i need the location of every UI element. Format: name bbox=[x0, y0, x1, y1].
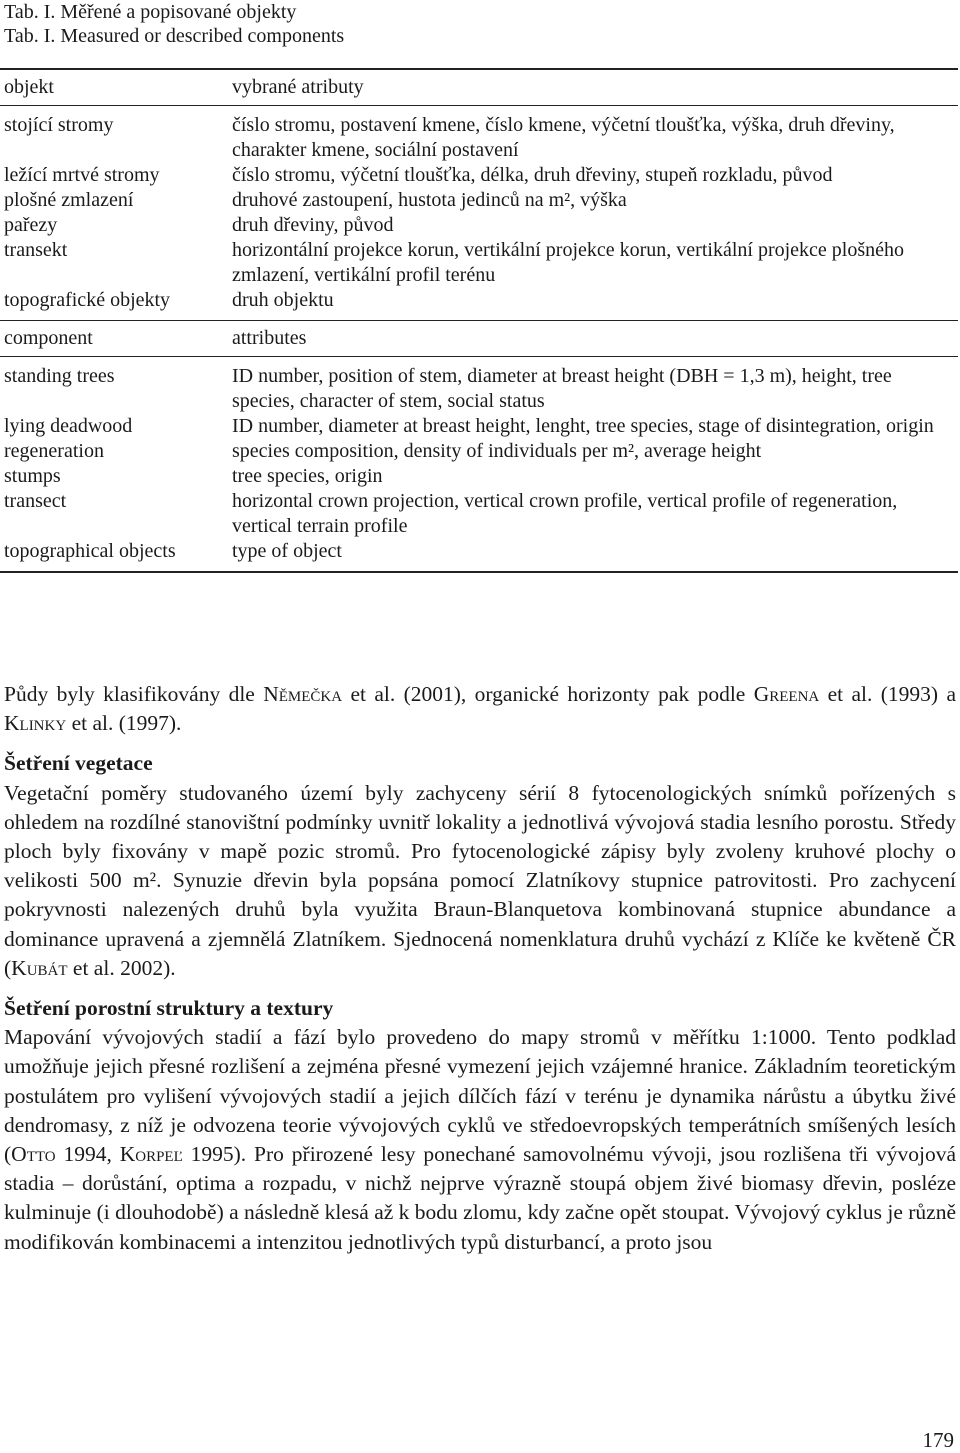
table-caption-en: Tab. I. Measured or described components bbox=[4, 25, 345, 47]
row-label: plošné zmlazení bbox=[4, 189, 134, 211]
row-label: transect bbox=[4, 490, 67, 512]
paragraph-soils bbox=[4, 680, 956, 738]
table-row bbox=[0, 238, 958, 288]
table-row bbox=[0, 464, 958, 489]
row-attributes: druh dřeviny, původ bbox=[232, 214, 394, 236]
row-attributes: druh objektu bbox=[232, 289, 334, 311]
header-component: component bbox=[0, 321, 232, 357]
table-row bbox=[0, 439, 958, 464]
row-attributes: horizontální projekce korun, vertikální projekce korun, vertikální projekce plošného zmlazení, vertikální profil terénu bbox=[232, 239, 905, 286]
row-label: lying deadwood bbox=[4, 415, 133, 437]
components-table bbox=[0, 68, 958, 573]
text-span: Půdy byly klasifikovány dle bbox=[4, 682, 264, 706]
text-span: Mapování vývojových stadií a fází bylo provedeno do mapy stromů v měřítku 1:1000. Tento podklad umožňuje jejich přesné rozlišení a zejména přesné vymezení jejich vzájemné hranice. Základním teoretickým postulátem pro vylišení vývojových stadií a jejich dílčích fází v terénu je dynamika nárůstu a úbytku živé dendromasy, z níž je odvozena teorie vývojových cyklů ve středoevropských temperátních smíšených lesích ( bbox=[4, 1025, 956, 1167]
text-span: 1994, bbox=[55, 1142, 120, 1167]
row-attributes: horizontal crown projection, vertical crown profile, vertical profile of regeneration, vertical terrain profile bbox=[232, 490, 898, 537]
row-attributes: číslo stromu, postavení kmene, číslo kmene, výčetní tloušťka, výška, druh dřeviny, charakter kmene, sociální postavení bbox=[232, 114, 895, 161]
row-label: topographical objects bbox=[0, 539, 232, 572]
row-attributes: číslo stromu, výčetní tloušťka, délka, druh dřeviny, stupeň rozkladu, původ bbox=[232, 164, 833, 186]
paragraph-vegetation bbox=[4, 779, 956, 983]
text-span: et al. 2002). bbox=[67, 955, 176, 980]
table-row bbox=[0, 106, 958, 164]
row-attributes: ID number, diameter at breast height, lenght, tree species, stage of disintegration, origin bbox=[232, 415, 934, 437]
row-label: stumps bbox=[4, 465, 61, 487]
body-text bbox=[4, 680, 956, 1257]
table-row bbox=[0, 213, 958, 238]
text-span: et al. (2001), organické horizonty pak podle bbox=[342, 682, 754, 706]
table-header-cz bbox=[0, 69, 958, 106]
header-attributes-en: attributes bbox=[232, 321, 958, 357]
author-name: Kubát bbox=[11, 955, 68, 980]
text-span: et al. (1993) a bbox=[819, 682, 956, 706]
author-name: Otto bbox=[11, 1142, 56, 1167]
text-span: 1995). Pro přirozené lesy ponechané samovolnému vývoji, jsou rozlišena tři vývojová stadia – dorůstání, optima a rozpadu, v nichž nejprve výrazně stoupá objem živé biomasy dřevin, posléze kulminuje (i dlouhodobě) a následně klesá až k bodu zlomu, kdy začne opět stoupat. Vývojový cyklus je různě modifikován kombinacemi a intenzitou jednotlivých typů disturbancí, a proto jsou bbox=[4, 1142, 956, 1254]
table-row bbox=[0, 489, 958, 539]
row-attributes: type of object bbox=[232, 539, 958, 572]
row-label: regeneration bbox=[4, 440, 104, 462]
row-attributes: druhové zastoupení, hustota jedinců na m², výška bbox=[232, 189, 627, 211]
text-span: et al. (1997). bbox=[66, 711, 182, 736]
header-attributes-cz: vybrané atributy bbox=[232, 69, 958, 106]
table-row bbox=[0, 188, 958, 213]
row-label: standing trees bbox=[4, 365, 115, 387]
author-name: Greena bbox=[753, 682, 820, 706]
author-name: Němečka bbox=[263, 682, 343, 706]
table-row bbox=[0, 414, 958, 439]
author-name: Klinky bbox=[4, 711, 67, 736]
text-span: Vegetační poměry studovaného území byly zachyceny sérií 8 fytocenologických snímků pořízených s ohledem na rozdílné stanovištní podmínky uvnitř lokality a jednotlivá vývojová stadia lesního porostu. Středy ploch byly fixovány v mapě pozic stromů. Pro fytocenologické zápisy byly zvoleny kruhové plochy o velikosti 500 m². Synuzie dřevin byla popsána pomocí Zlatníkovy stupnice patrovitosti. Pro zachycení pokryvnosti nalezených druhů byla využita Braun-Blanquetova kombinovaná stupnice abundance a dominance upravená a zjemnělá Zlatníkem. Sjednocená nomenklatura druhů vychází z Klíče ke květeně ČR ( bbox=[4, 780, 956, 980]
row-attributes: ID number, position of stem, diameter at breast height (DBH = 1,3 m), height, tree species, character of stem, social status bbox=[232, 365, 892, 412]
row-label: ležící mrtvé stromy bbox=[4, 164, 160, 186]
page-number: 179 bbox=[922, 1428, 954, 1452]
paragraph-structure bbox=[4, 1023, 956, 1257]
section-heading-structure: Šetření porostní struktury a textury bbox=[4, 996, 334, 1021]
table-row bbox=[0, 288, 958, 321]
row-label: pařezy bbox=[4, 214, 58, 236]
table-row bbox=[0, 163, 958, 188]
row-label: transekt bbox=[4, 239, 68, 261]
row-attributes: species composition, density of individuals per m², average height bbox=[232, 440, 762, 462]
section-heading-vegetation: Šetření vegetace bbox=[4, 751, 153, 776]
header-object: objekt bbox=[0, 69, 232, 106]
table-header-en bbox=[0, 321, 958, 357]
row-label: topografické objekty bbox=[4, 289, 171, 311]
table-caption-cz: Tab. I. Měřené a popisované objekty bbox=[4, 1, 297, 23]
table-row bbox=[0, 539, 958, 572]
row-attributes: tree species, origin bbox=[232, 465, 383, 487]
table-row bbox=[0, 357, 958, 415]
author-name: Korpeľ bbox=[119, 1142, 183, 1167]
row-label: stojící stromy bbox=[4, 114, 114, 136]
